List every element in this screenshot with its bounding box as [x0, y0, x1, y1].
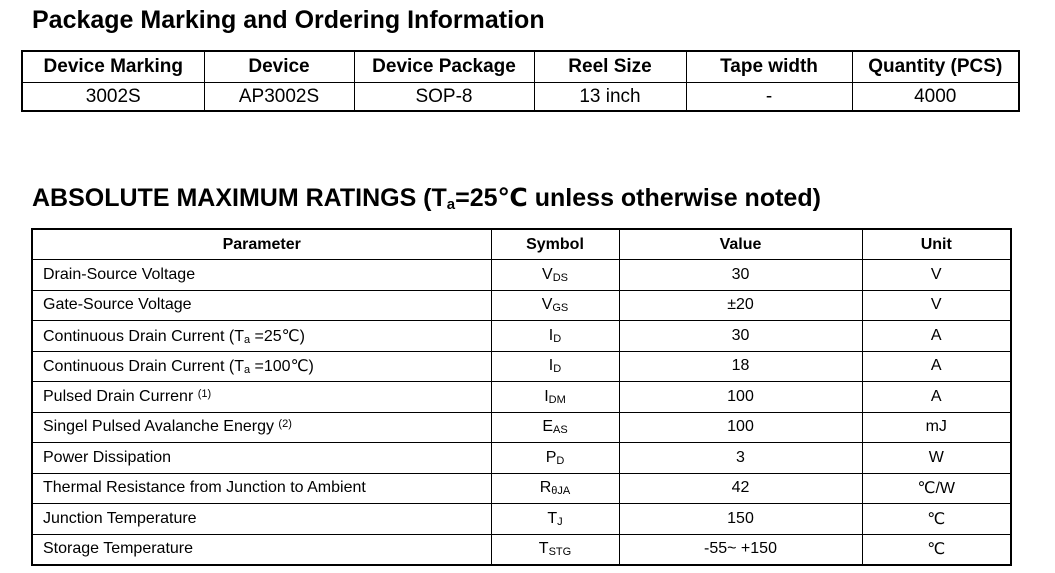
table-row — [32, 412, 1011, 443]
cell-parameter — [32, 351, 491, 382]
cell-symbol — [491, 321, 619, 352]
ordering-title: Package Marking and Ordering Information — [32, 6, 545, 34]
table-row — [32, 382, 1011, 413]
parameter-sub: a — [243, 364, 251, 377]
symbol-main: R — [539, 479, 552, 497]
footnote-ref: (1) — [197, 387, 212, 400]
symbol-sub: D — [556, 454, 565, 467]
symbol-main: T — [547, 509, 558, 527]
parameter-text: Gate-Source Voltage — [43, 296, 192, 314]
col-quantity: Quantity (PCS) — [852, 51, 1019, 83]
ratings-title-sub: a — [446, 196, 456, 213]
cell-value: 100 — [619, 412, 862, 443]
symbol-sub: STG — [548, 546, 572, 559]
cell-symbol — [491, 473, 619, 504]
symbol-sub: θJA — [551, 485, 571, 498]
symbol-sub: GS — [552, 302, 569, 315]
cell-unit: A — [862, 321, 1011, 352]
symbol-sub: D — [553, 332, 562, 345]
table-row — [32, 443, 1011, 474]
ratings-body — [32, 260, 1011, 566]
col-unit: Unit — [862, 229, 1011, 260]
symbol-main: V — [542, 265, 553, 283]
symbol-main: I — [548, 326, 554, 344]
cell-symbol — [491, 351, 619, 382]
cell-parameter — [32, 473, 491, 504]
ratings-title-pre: ABSOLUTE MAXIMUM RATINGS (T — [32, 184, 447, 212]
table-row — [32, 534, 1011, 565]
table-row — [32, 321, 1011, 352]
table-row — [32, 473, 1011, 504]
cell-parameter — [32, 412, 491, 443]
parameter-text: Continuous Drain Current (T — [43, 358, 244, 376]
cell-symbol — [491, 290, 619, 321]
cell-unit: ℃ — [862, 504, 1011, 535]
cell-unit: mJ — [862, 412, 1011, 443]
parameter-text: Power Dissipation — [43, 448, 172, 466]
parameter-text: Continuous Drain Current (T — [43, 327, 244, 345]
symbol-main: I — [544, 387, 549, 405]
cell-symbol — [491, 504, 619, 535]
parameter-text: Pulsed Drain Currenr — [43, 387, 198, 405]
cell-value: 150 — [619, 504, 862, 535]
col-device: Device — [204, 51, 354, 83]
symbol-main: E — [542, 418, 553, 436]
parameter-text: Junction Temperature — [43, 509, 197, 527]
parameter-text-end: =100℃) — [250, 358, 314, 376]
symbol-main: V — [541, 296, 553, 314]
cell-tape-width: - — [686, 83, 852, 112]
table-row — [32, 351, 1011, 382]
col-parameter: Parameter — [32, 229, 491, 260]
cell-parameter — [32, 534, 491, 565]
parameter-sub: a — [243, 333, 251, 346]
cell-device-marking: 3002S — [22, 83, 204, 112]
cell-value: 100 — [619, 382, 862, 413]
table-row — [32, 504, 1011, 535]
parameter-text: Singel Pulsed Avalanche Energy — [43, 418, 279, 436]
footnote-ref: (2) — [278, 418, 292, 431]
parameter-text: Storage Temperature — [43, 540, 194, 558]
cell-parameter — [32, 290, 491, 321]
col-reel-size: Reel Size — [534, 51, 686, 83]
symbol-main: I — [548, 357, 554, 375]
ratings-table — [31, 228, 1012, 566]
col-tape-width: Tape width — [686, 51, 852, 83]
cell-parameter — [32, 443, 491, 474]
cell-reel-size: 13 inch — [534, 83, 686, 112]
cell-unit: W — [862, 443, 1011, 474]
cell-value: 3 — [619, 443, 862, 474]
symbol-sub: DM — [548, 393, 566, 406]
table-row — [22, 83, 1019, 112]
col-device-marking: Device Marking — [22, 51, 204, 83]
cell-value: ±20 — [619, 290, 862, 321]
cell-symbol — [491, 534, 619, 565]
cell-quantity: 4000 — [852, 83, 1019, 112]
cell-parameter — [32, 382, 491, 413]
ordering-header-row — [22, 51, 1019, 83]
symbol-main: P — [545, 448, 557, 466]
symbol-sub: J — [557, 515, 563, 528]
table-row — [32, 290, 1011, 321]
parameter-text-end: =25℃) — [250, 327, 305, 345]
cell-parameter — [32, 504, 491, 535]
symbol-sub: DS — [552, 271, 568, 284]
cell-value: 30 — [619, 321, 862, 352]
cell-symbol — [491, 443, 619, 474]
cell-device: AP3002S — [204, 83, 354, 112]
ratings-header-row — [32, 229, 1011, 260]
table-row — [32, 260, 1011, 291]
cell-value: 18 — [619, 351, 862, 382]
symbol-main: T — [538, 540, 549, 558]
col-device-package: Device Package — [354, 51, 534, 83]
cell-unit: ℃ — [862, 534, 1011, 565]
cell-symbol — [491, 412, 619, 443]
cell-parameter — [32, 321, 491, 352]
col-symbol: Symbol — [491, 229, 619, 260]
ordering-table — [21, 50, 1020, 112]
cell-value: 30 — [619, 260, 862, 291]
symbol-sub: AS — [552, 424, 568, 437]
cell-device-package: SOP-8 — [354, 83, 534, 112]
cell-symbol — [491, 382, 619, 413]
ratings-title — [32, 183, 821, 213]
parameter-text: Drain-Source Voltage — [43, 265, 196, 283]
col-value: Value — [619, 229, 862, 260]
cell-unit: A — [862, 351, 1011, 382]
cell-parameter — [32, 260, 491, 291]
cell-unit: V — [862, 260, 1011, 291]
symbol-sub: D — [553, 363, 562, 376]
cell-unit: A — [862, 382, 1011, 413]
cell-value: 42 — [619, 473, 862, 504]
cell-unit: V — [862, 290, 1011, 321]
cell-symbol — [491, 260, 619, 291]
parameter-text: Thermal Resistance from Junction to Ambient — [43, 479, 366, 497]
ratings-title-post: =25℃ unless otherwise noted) — [455, 184, 821, 212]
cell-value: -55~ +150 — [619, 534, 862, 565]
cell-unit: ℃/W — [862, 473, 1011, 504]
